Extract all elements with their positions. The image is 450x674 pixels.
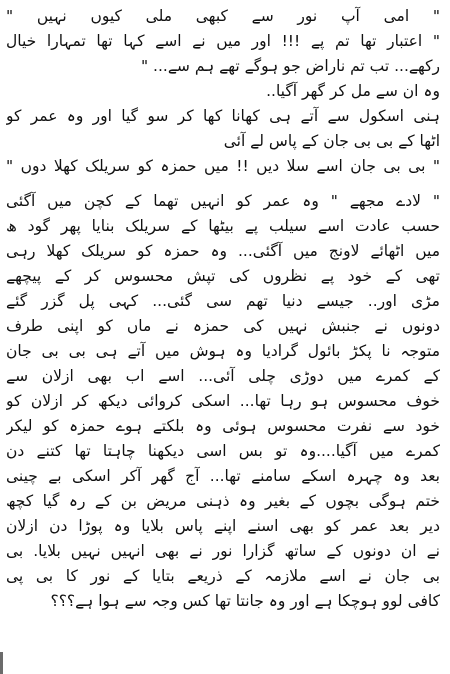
text-line: بی جان نے اسے ملازمہ کے ذریعے بتایا کے نور کا بی پی	[6, 567, 440, 585]
text-line: کمرے میں آگیا....وہ تو بس اسی دیکھنا چاہتا تھا کتنے دن	[6, 442, 440, 460]
text-line: " امی آپ نور سے کبھی ملی کیوں نہیں "	[6, 7, 440, 25]
text-line: " لادے مجھے " وہ عمر کو انہیں تھما کے کچن میں آگئی	[6, 192, 440, 210]
text-line: " اعتبار تھا تم پے !!! اور میں نے اسے کہا تھا تمہارا خیال	[6, 32, 440, 50]
text-line: بعد وہ چہرہ اسکے سامنے تھا... آج گھر آکر اسکی بے چینی	[6, 467, 440, 485]
text-line: میں اٹھائے لاونج میں آگئی... وہ حمزہ کو سریلک کھلا رہی	[6, 242, 440, 260]
text-line: متوجہ نا پکڑ بائول گرادیا وہ ہوش میں آتے ہی بی بی جان	[6, 342, 440, 360]
text-line: کے کمرے میں دوڑی چلی آئی... اسے اب بھی ازلان سے	[6, 367, 440, 385]
text-line: وہ ان سے مل کر گھر آگیا..	[266, 82, 440, 100]
paragraph-1	[6, 4, 440, 179]
paragraph-2	[6, 189, 440, 614]
text-line: مڑی اور.. جیسے دنیا تھم سی گئی... کہی پل گزر گئے	[6, 292, 440, 310]
text-line: دیر بعد عمر کو بھی اسنے اپنے پاس بلایا وہ پوڑا دن ازلان	[6, 517, 440, 535]
text-line: خود سے نفرت محسوس ہوئی وہ بلکتے ہوے حمزہ کو لیکر	[6, 417, 440, 435]
text-line: اٹھا کے بی بی جان کے پاس لے آئی	[223, 132, 440, 150]
text-line: خوف محسوس ہو رہا تھا... اسکی کروائی دیکھ کر ازلان کو	[6, 392, 440, 410]
scroll-edge-marker	[0, 652, 3, 674]
text-line: دونوں نے جنبش نہیں کی حمزہ نے ماں کو اپنی طرف	[6, 317, 440, 335]
text-line: کافی لوو ہوچکا ہے اور وہ جانتا تھا کس وجہ سے ہوا ہے؟؟؟	[50, 592, 440, 610]
text-line: تھی کے خود پے نظروں کی تپش محسوس کر کے پیچھے	[6, 267, 440, 285]
text-line: نے ان دونوں کے ساتھ گزارا نور نے بھی انہیں نہیں بلایا. بی	[6, 542, 440, 560]
text-line: ختم ہوگی بچوں کے بغیر وہ ذہنی مریض بن کے رہ گیا کچھ	[6, 492, 440, 510]
text-line: " بی بی جان اسے سلا دیں !! میں حمزہ کو سریلک کھلا دوں "	[6, 157, 440, 175]
text-line: ہنی اسکول سے آتے ہی کھانا کھا کر سو گیا اور وہ عمر کو	[6, 107, 440, 125]
text-line: رکھے... تب تم ناراض جو ہوگے تھے ہم سے... "	[140, 57, 440, 75]
text-line: حسب عادت اسے سیلب پے بیٹھا کے سریلک بنایا پھر گود ھ	[6, 217, 440, 235]
paragraph-spacer	[6, 179, 440, 189]
